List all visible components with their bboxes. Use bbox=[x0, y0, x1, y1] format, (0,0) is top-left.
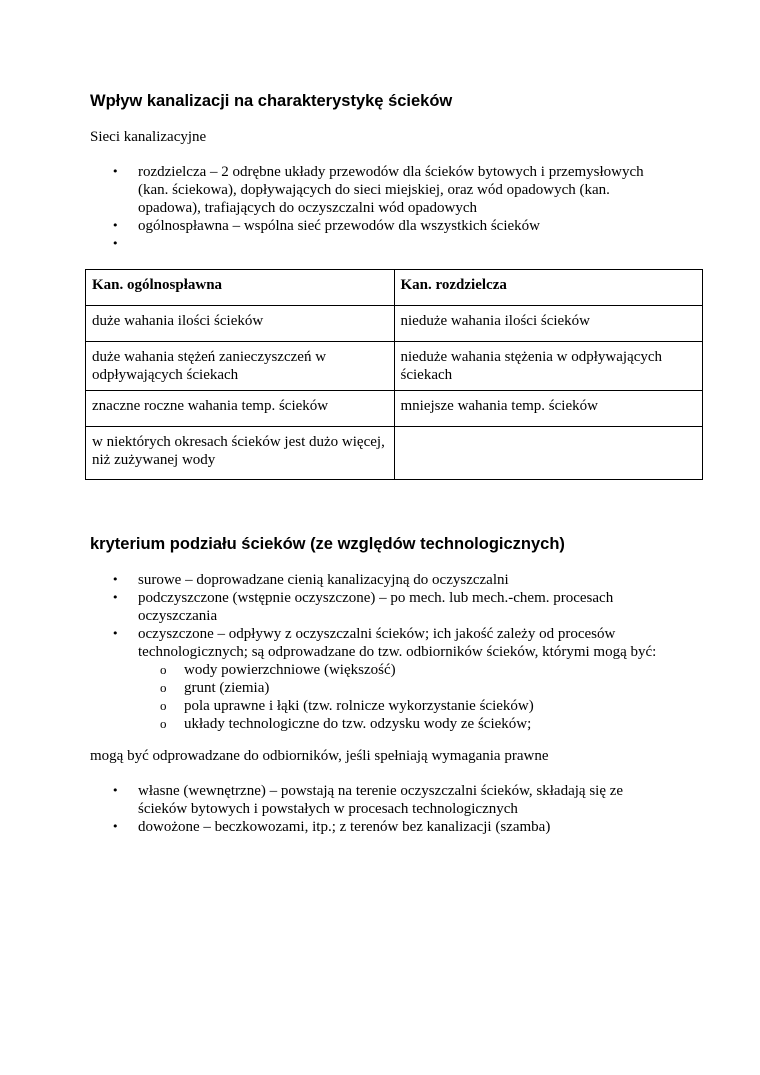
origin-types-list bbox=[90, 782, 623, 836]
table-row bbox=[86, 427, 703, 480]
list-item: • oczyszczone – odpływy z oczyszczalni ścieków; ich jakość zależy od procesów technologicznych; są odprowadzane do tzw. odbiorników ścieków, którymi mogą być: o wody powierzchniowe (większość) o grunt (ziemia) o pola uprawne i łąki (tzw. rolnicze wykorzystanie ścieków) o układy technologiczne do tzw. odzysku wody ze ścieków; bbox=[112, 626, 657, 732]
table-row bbox=[86, 391, 703, 427]
sublist-item: o układy technologiczne do tzw. odzysku wody ze ścieków; bbox=[160, 716, 532, 732]
table-header-row bbox=[86, 270, 703, 306]
bullet-icon: • bbox=[112, 573, 119, 586]
list-item: • podczyszczone (wstępnie oczyszczone) – po mech. lub mech.-chem. procesach oczyszczania bbox=[112, 590, 614, 624]
bullet-icon: • bbox=[112, 627, 119, 640]
sublist-item: o grunt (ziemia) bbox=[160, 680, 270, 696]
table-cell: w niektórych okresach ścieków jest dużo więcej, niż zużywanej wody bbox=[86, 427, 395, 480]
bullet-icon: • bbox=[112, 219, 119, 232]
circle-bullet-icon: o bbox=[160, 698, 167, 713]
circle-bullet-icon: o bbox=[160, 716, 167, 731]
sublist-item: o pola uprawne i łąki (tzw. rolnicze wykorzystanie ścieków) bbox=[160, 698, 534, 714]
bullet-icon: • bbox=[112, 165, 119, 178]
circle-bullet-icon: o bbox=[160, 680, 167, 695]
list-item bbox=[90, 235, 644, 253]
list-item: • dowożone – beczkowozami, itp.; z terenów bez kanalizacji (szamba) bbox=[112, 819, 551, 835]
list-item: • ogólnospławna – wspólna sieć przewodów dla wszystkich ścieków bbox=[112, 218, 540, 234]
table-cell: mniejsze wahania temp. ścieków bbox=[394, 391, 703, 427]
table-cell: duże wahania stężeń zanieczyszczeń w odpływających ściekach bbox=[86, 342, 395, 391]
receivers-sublist bbox=[138, 661, 656, 733]
bullet-icon: • bbox=[112, 784, 119, 797]
sublist-item: o wody powierzchniowe (większość) bbox=[160, 662, 396, 678]
sewer-types-list bbox=[90, 163, 644, 253]
list-item: • własne (wewnętrzne) – powstają na terenie oczyszczalni ścieków, składają się ze ścieków bytowych i powstałych w procesach technologicznych bbox=[112, 783, 624, 817]
list-item: • surowe – doprowadzane cienią kanalizacyjną do oczyszczalni bbox=[112, 572, 509, 588]
table-cell: nieduże wahania ilości ścieków bbox=[394, 306, 703, 342]
wastewater-types-list bbox=[90, 571, 656, 733]
section-1-heading: Wpływ kanalizacji na charakterystykę ścieków bbox=[90, 92, 453, 110]
table-cell: duże wahania ilości ścieków bbox=[86, 306, 395, 342]
comparison-table bbox=[85, 269, 703, 480]
bullet-icon: • bbox=[112, 591, 119, 604]
table-header-cell: Kan. ogólnospławna bbox=[86, 270, 395, 306]
circle-bullet-icon: o bbox=[160, 662, 167, 677]
table-row bbox=[86, 342, 703, 391]
bullet-icon: • bbox=[112, 237, 119, 250]
list-item: • rozdzielcza – 2 odrębne układy przewodów dla ścieków bytowych i przemysłowych (kan. ściekowa), dopływających do sieci miejskiej, oraz wód opadowych (kan. opadowa), trafiających do oczyszczalni wód opadowych bbox=[112, 164, 644, 216]
table-cell: nieduże wahania stężenia w odpływających ściekach bbox=[394, 342, 703, 391]
table-cell bbox=[394, 427, 703, 480]
section-2-heading: kryterium podziału ścieków (ze względów technologicznych) bbox=[90, 535, 565, 553]
table-row bbox=[86, 306, 703, 342]
section-1-intro: Sieci kanalizacyjne bbox=[90, 129, 207, 145]
section-2-paragraph: mogą być odprowadzane do odbiorników, jeśli spełniają wymagania prawne bbox=[90, 748, 549, 764]
table-header-cell: Kan. rozdzielcza bbox=[394, 270, 703, 306]
bullet-icon: • bbox=[112, 820, 119, 833]
table-cell: znaczne roczne wahania temp. ścieków bbox=[86, 391, 395, 427]
